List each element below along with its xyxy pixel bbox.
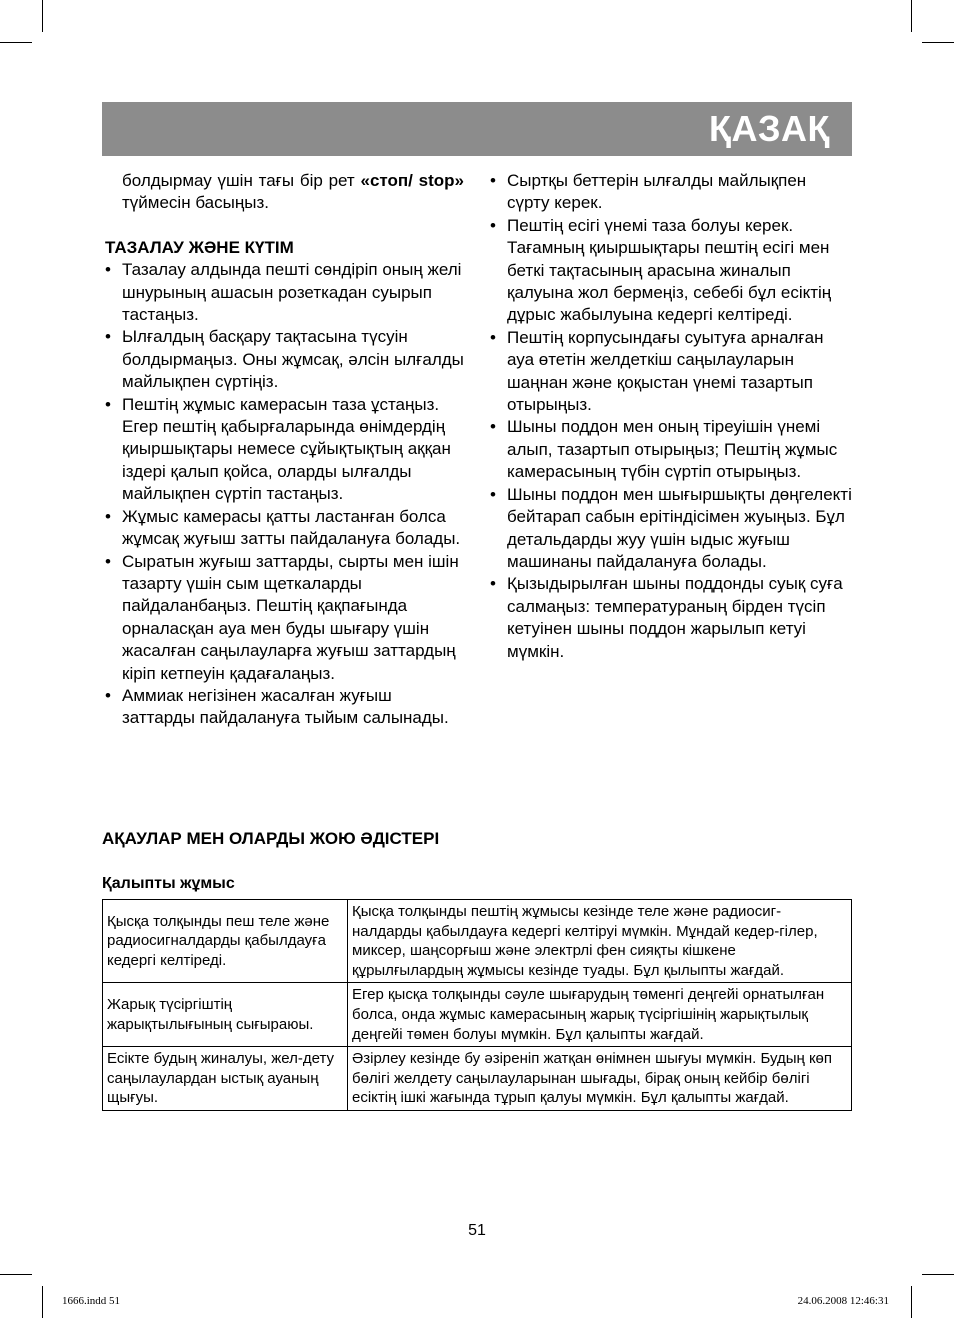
language-title: ҚАЗАҚ <box>709 108 830 149</box>
crop-mark <box>0 42 32 43</box>
left-column <box>102 170 464 730</box>
list-item: • Сыртқы беттерін ылғалды майлықпен сүрту керек. <box>487 170 852 215</box>
crop-mark <box>42 1286 43 1318</box>
table-row <box>103 1047 852 1111</box>
stop-button-reference: «стоп/ stop» <box>360 171 464 190</box>
troubleshooting-table <box>102 899 852 1111</box>
list-item: • Пештің жұмыс камерасын таза ұстаңыз. Егер пештің қабырғаларында өнімдердің қиыршықтары немесе сұйықтықтың аққан іздері қалып қойса, оларды ылғалды майлықпен сүртіп тастаңыз. <box>102 394 464 506</box>
language-header-bar <box>102 102 852 156</box>
crop-mark <box>911 1286 912 1318</box>
page-number: 51 <box>468 1222 486 1239</box>
intro-text-end: түймесін басыңыз. <box>122 193 269 213</box>
intro-paragraph <box>122 170 464 215</box>
crop-mark <box>42 0 43 32</box>
list-item: • Пештің есігі үнемі таза болуы керек. Тағамның қиыршықтары пештің есігі мен беткі тақтасының арасына жиналып қалуына жол бермеңіз, себебі бұл есіктің дұрыс жабылуына кедергі келтіреді. <box>487 215 852 327</box>
faults-heading: АҚАУЛАР МЕН ОЛАРДЫ ЖОЮ ӘДІСТЕРІ <box>102 829 440 848</box>
problem-cell: Жарық түсіргіштің жарықтылығының сығыраюы. <box>103 983 348 1047</box>
list-item: • Шыны поддон мен шығыршықты дөңгелекті бейтарап сабын ерітіндісімен жуыңыз. Бұл детальдарды жуу үшін ыдыс жуғыш машинаны пайдалануға болады. <box>487 484 852 574</box>
list-item: • Қызыдырылған шыны поддонды суық суға салмаңыз: температураның бірден түсіп кетуінен шыны поддон жарылып кетуі мүмкін. <box>487 573 852 663</box>
list-item: • Сыратын жуғыш заттарды, сырты мен ішін тазарту үшін сым щеткаларды пайдаланбаңыз. Пештің қақпағында орналасқан ауа мен буды шығару үшін жасалған саңылауларға жуғыш заттардың кіріп кетпеуін қадағалаңыз. <box>102 551 464 685</box>
cleaning-heading: ТАЗАЛАУ ЖӘНЕ КҮТІМ <box>105 237 294 257</box>
cleaning-list-left <box>102 259 464 730</box>
explanation-cell: Әзірлеу кезінде бу әзіреніп жатқан өнімнен шығуы мүмкін. Будың көп бөлігі желдету саңылауларынан шығады, бірақ оның кейбір бөлігі есіктің ішкі жағында тұрып қалуы мүмкін. Бұл қалыпты жағдай. <box>348 1047 852 1111</box>
problem-cell: Қысқа толқынды пеш теле және радиосигналдарды қабылдауға кедергі келтіреді. <box>103 900 348 983</box>
crop-mark <box>922 42 954 43</box>
table-row <box>103 983 852 1047</box>
list-item: • Шыны поддон мен оның тіреуішін үнемі алып, тазартып отырыңыз; Пештің жұмыс камерасының түбін сүртіп отырыңыз. <box>487 416 852 483</box>
problem-cell: Есікте будың жиналуы, жел-дету саңылаулардан ыстық ауаның щығуы. <box>103 1047 348 1111</box>
normal-operation-heading: Қалыпты жұмыс <box>102 875 235 892</box>
list-item: • Пештің корпусындағы суытуға арналған ауа өтетін желдеткіш саңылауларын шаңнан және қоқыстан үнемі тазартып отырыңыз. <box>487 327 852 417</box>
table-row <box>103 900 852 983</box>
right-column <box>487 170 852 663</box>
print-file-label: 1666.indd 51 <box>62 1295 121 1307</box>
list-item: • Ылғалдың басқару тақтасына түсуін болдырмаңыз. Оны жұмсақ, әлсін ылғалды майлықпен сүртіңіз. <box>102 326 464 393</box>
explanation-cell: Қысқа толқынды пештің жұмысы кезінде теле және радиосиг-налдарды қабылдауға кедергі келтіруі мүмкін. Мұндай кедер-гілер, миксер, шаңсорғыш және электрлі фен сияқты кішкене құрылғылардың жұмысы кезінде туады. Бұл қылыпты жағдай. <box>348 900 852 983</box>
explanation-cell: Егер қысқа толқынды сәуле шығарудың төменгі деңгейі орнатылған болса, онда жұмыс камерасының жарық түсіргішінің жарықтылық деңгейі төмен болуы мүмкін. Бұл қалыпты жағдай. <box>348 983 852 1047</box>
print-timestamp: 24.06.2008 12:46:31 <box>797 1295 889 1307</box>
intro-text: болдырмау үшін тағы бір рет <box>122 171 361 190</box>
list-item: • Жұмыс камерасы қатты ластанған болса жұмсақ жуғыш затты пайдалануға болады. <box>102 506 464 551</box>
crop-mark <box>911 0 912 32</box>
crop-mark <box>0 1274 32 1275</box>
cleaning-list-right <box>487 170 852 663</box>
crop-mark <box>922 1274 954 1275</box>
list-item: • Тазалау алдында пешті сөндіріп оның желі шнурының ашасын розеткадан суырып тастаңыз. <box>102 259 464 326</box>
list-item: • Аммиак негізінен жасалған жуғыш заттарды пайдалануға тыйым салынады. <box>102 685 464 730</box>
